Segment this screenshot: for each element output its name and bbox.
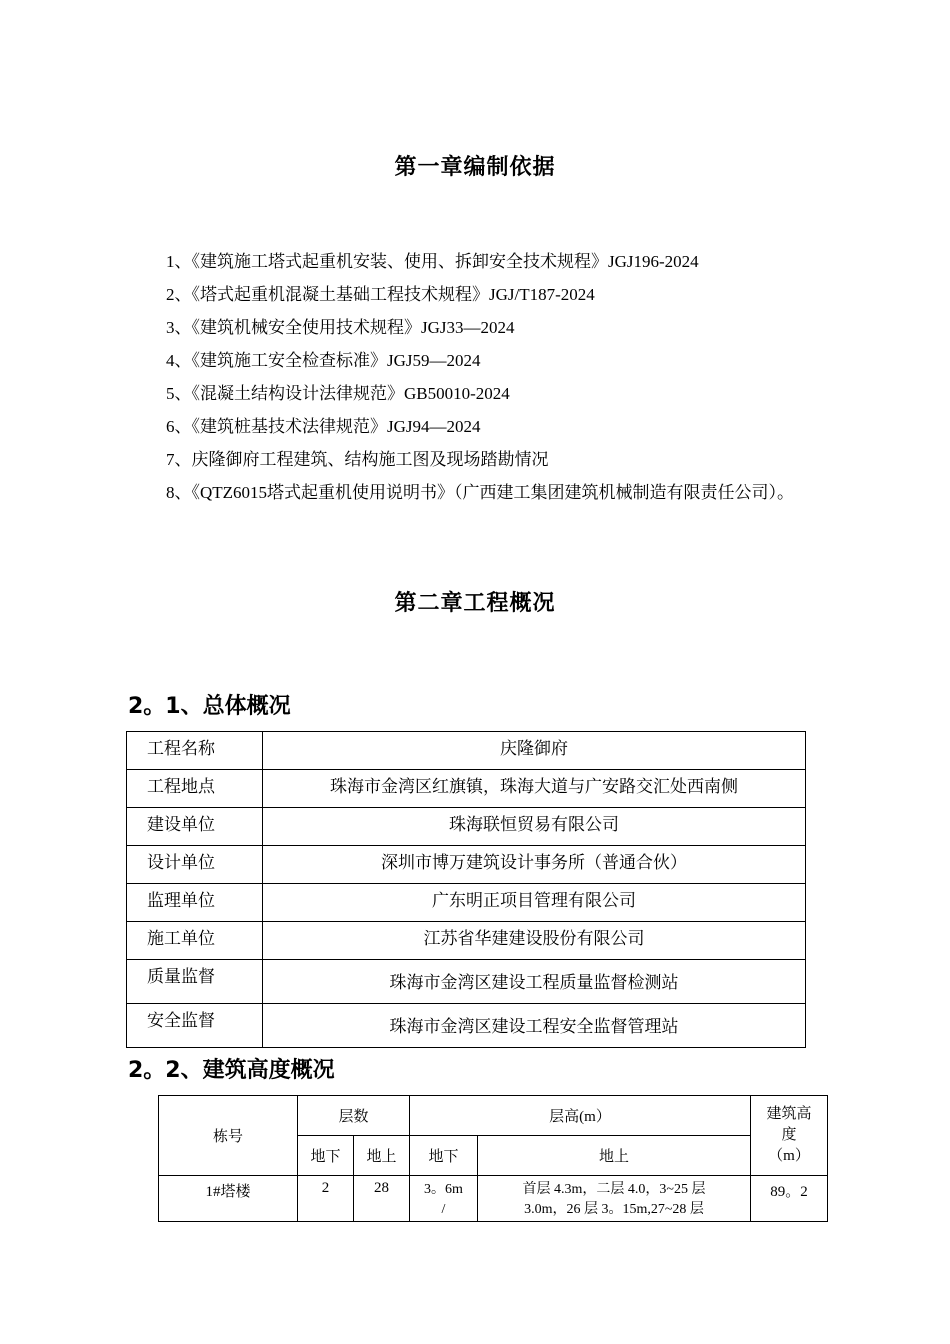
header-floors: 层数 xyxy=(298,1096,410,1136)
header-floors-aboveground: 地上 xyxy=(354,1136,410,1176)
header-height-line1: 建筑高 xyxy=(766,1106,812,1122)
row-label: 设计单位 xyxy=(127,846,263,884)
row-label: 监理单位 xyxy=(127,884,263,922)
reference-item-7: 7、庆隆御府工程建筑、结构施工图及现场踏勘情况 xyxy=(166,450,549,469)
row-value: 深圳市博万建筑设计事务所（普通合伙） xyxy=(263,846,806,884)
section-overview-title: 2。1、总体概况 xyxy=(128,694,291,719)
reference-item-4: 4、《建筑施工安全检查标准》JGJ59—2024 xyxy=(166,351,481,370)
row-value: 珠海联恒贸易有限公司 xyxy=(263,808,806,846)
row-value: 广东明正项目管理有限公司 xyxy=(263,884,806,922)
cell-floors-under: 2 xyxy=(298,1176,354,1222)
row-value: 江苏省华建建设股份有限公司 xyxy=(263,922,806,960)
header-building-height xyxy=(751,1096,828,1176)
table-row xyxy=(127,922,806,960)
header-fh-underground: 地下 xyxy=(410,1136,478,1176)
header-height-line3: （m） xyxy=(768,1148,810,1164)
table-row xyxy=(127,960,806,1004)
reference-item-2: 2、《塔式起重机混凝土基础工程技术规程》JGJ/T187-2024 xyxy=(166,285,595,304)
cell-fh-above-line1: 首层 4.3m，二层 4.0，3~25 层 xyxy=(522,1182,706,1197)
cell-building: 1#塔楼 xyxy=(159,1176,298,1222)
reference-item-1: 1、《建筑施工塔式起重机安装、使用、拆卸安全技术规程》JGJ196-2024 xyxy=(166,252,699,271)
reference-item-6: 6、《建筑桩基技术法律规范》JGJ94—2024 xyxy=(166,417,481,436)
cell-fh-under-line1: 3。6m xyxy=(424,1182,463,1197)
table-header-row xyxy=(159,1096,828,1136)
row-value: 珠海市金湾区建设工程安全监督管理站 xyxy=(263,1004,806,1048)
row-label: 施工单位 xyxy=(127,922,263,960)
row-value: 珠海市金湾区建设工程质量监督检测站 xyxy=(263,960,806,1004)
cell-fh-under xyxy=(410,1176,478,1222)
project-overview-table xyxy=(126,731,806,1048)
chapter2-title: 第二章工程概况 xyxy=(394,591,556,616)
chapter1-title: 第一章编制依据 xyxy=(394,155,556,180)
row-label: 建设单位 xyxy=(127,808,263,846)
row-label: 工程地点 xyxy=(127,770,263,808)
row-value: 庆隆御府 xyxy=(263,732,806,770)
table-row xyxy=(127,884,806,922)
row-label: 质量监督 xyxy=(127,960,263,1004)
reference-item-8: 8、《QTZ6015塔式起重机使用说明书》（广西建工集团建筑机械制造有限责任公司）。 xyxy=(166,483,795,502)
header-fh-aboveground: 地上 xyxy=(478,1136,751,1176)
row-value: 珠海市金湾区红旗镇，珠海大道与广安路交汇处西南侧 xyxy=(263,770,806,808)
row-label: 安全监督 xyxy=(127,1004,263,1048)
header-floor-height: 层高(m） xyxy=(410,1096,751,1136)
reference-list xyxy=(128,245,848,508)
table-row xyxy=(159,1176,828,1222)
cell-fh-under-line2: / xyxy=(441,1202,446,1217)
row-label: 工程名称 xyxy=(127,732,263,770)
table-row xyxy=(127,770,806,808)
cell-fh-above-line2: 3.0m，26 层 3。15m,27~28 层 xyxy=(524,1202,704,1217)
reference-item-5: 5、《混凝土结构设计法律规范》GB50010-2024 xyxy=(166,384,510,403)
header-floors-underground: 地下 xyxy=(298,1136,354,1176)
building-height-table xyxy=(158,1095,828,1222)
header-building: 栋号 xyxy=(159,1096,298,1176)
table-row xyxy=(127,808,806,846)
section-height-title: 2。2、建筑高度概况 xyxy=(128,1058,335,1083)
table-row xyxy=(127,732,806,770)
reference-item-3: 3、《建筑机械安全使用技术规程》JGJ33—2024 xyxy=(166,318,515,337)
header-height-line2: 度 xyxy=(781,1127,797,1143)
cell-fh-above xyxy=(478,1176,751,1222)
cell-floors-above: 28 xyxy=(354,1176,410,1222)
cell-height: 89。2 xyxy=(751,1176,828,1222)
table-row xyxy=(127,1004,806,1048)
table-row xyxy=(127,846,806,884)
